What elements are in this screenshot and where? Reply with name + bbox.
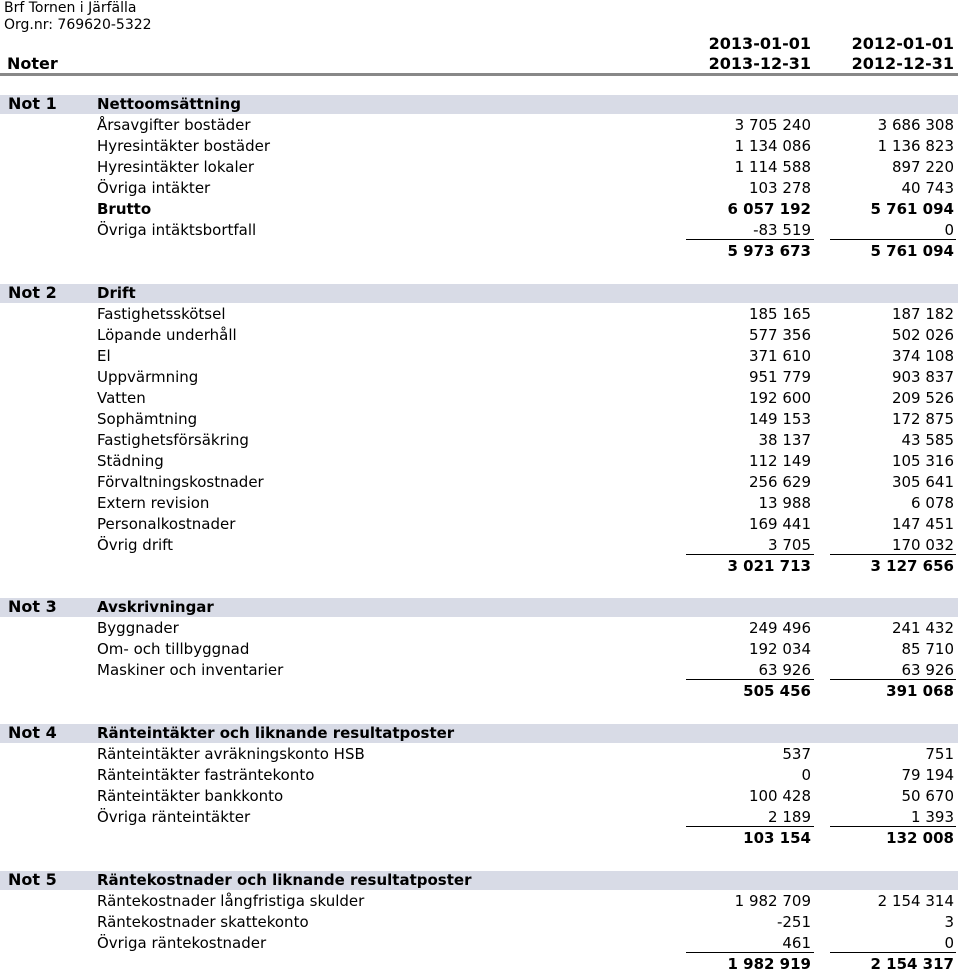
col2-period-end: 2012-12-31 <box>851 54 954 73</box>
sum-line-2013 <box>686 826 814 827</box>
sum-line-2013 <box>686 952 814 953</box>
value-2012: 187 182 <box>891 305 954 323</box>
table-row <box>0 765 960 786</box>
value-2012: 85 710 <box>901 640 954 658</box>
value-2012: 6 078 <box>911 494 954 512</box>
row-label: Övriga ränteintäkter <box>97 808 251 826</box>
note-number: Not 4 <box>8 723 57 742</box>
table-row <box>0 660 960 681</box>
value-2013: 2 189 <box>768 808 811 826</box>
row-label: Extern revision <box>97 494 210 512</box>
table-row <box>0 933 960 954</box>
value-2013: 6 057 192 <box>727 200 811 218</box>
table-row <box>0 891 960 912</box>
table-row <box>0 535 960 556</box>
value-2013: 1 134 086 <box>734 137 811 155</box>
row-label: Hyresintäkter lokaler <box>97 158 255 176</box>
table-row <box>0 514 960 535</box>
row-label: Uppvärmning <box>97 368 199 386</box>
note-header-row <box>0 94 960 115</box>
value-2013: 112 149 <box>748 452 811 470</box>
sum-line-2012 <box>830 826 956 827</box>
row-label: Maskiner och inventarier <box>97 661 284 679</box>
table-row <box>0 472 960 493</box>
value-2012: 897 220 <box>891 158 954 176</box>
table-row <box>0 388 960 409</box>
value-2012: 0 <box>944 221 954 239</box>
row-label: Byggnader <box>97 619 179 637</box>
note-title: Räntekostnader och liknande resultatposter <box>97 871 472 889</box>
value-2012: 3 686 308 <box>877 116 954 134</box>
value-2013: 3 705 <box>768 536 811 554</box>
row-label: Årsavgifter bostäder <box>97 116 251 134</box>
col2-period-start: 2012-01-01 <box>851 34 954 53</box>
value-2013: 461 <box>782 934 811 952</box>
value-2012: 903 837 <box>891 368 954 386</box>
row-label: Hyresintäkter bostäder <box>97 137 271 155</box>
total-row <box>0 681 960 702</box>
noter-label: Noter <box>7 54 58 73</box>
table-row <box>0 912 960 933</box>
row-label: Övriga intäktsbortfall <box>97 221 257 239</box>
note-number: Not 2 <box>8 283 57 302</box>
total-row <box>0 556 960 577</box>
total-row <box>0 241 960 262</box>
value-2012: 3 <box>944 913 954 931</box>
value-2012: 50 670 <box>901 787 954 805</box>
total-2012: 2 154 317 <box>870 955 954 973</box>
note-number: Not 1 <box>8 94 57 113</box>
sum-line-2013 <box>686 679 814 680</box>
value-2012: 43 585 <box>901 431 954 449</box>
note-title: Avskrivningar <box>97 598 214 616</box>
value-2012: 751 <box>925 745 954 763</box>
value-2012: 209 526 <box>891 389 954 407</box>
value-2013: 256 629 <box>748 473 811 491</box>
row-label: Ränteintäkter bankkonto <box>97 787 284 805</box>
note-number: Not 5 <box>8 870 57 889</box>
organization-number: Org.nr: 769620-5322 <box>4 17 152 33</box>
header-divider <box>0 73 958 76</box>
table-row <box>0 744 960 765</box>
value-2012: 105 316 <box>891 452 954 470</box>
value-2013: 951 779 <box>748 368 811 386</box>
table-row <box>0 115 960 136</box>
value-2012: 79 194 <box>901 766 954 784</box>
table-row <box>0 451 960 472</box>
value-2012: 5 761 094 <box>870 200 954 218</box>
row-label: Räntekostnader långfristiga skulder <box>97 892 365 910</box>
row-label: Löpande underhåll <box>97 326 237 344</box>
col1-period-end: 2013-12-31 <box>708 54 811 73</box>
value-2013: 537 <box>782 745 811 763</box>
sum-line-2012 <box>830 952 956 953</box>
value-2012: 40 743 <box>901 179 954 197</box>
note-title: Drift <box>97 284 136 302</box>
table-row <box>0 178 960 199</box>
value-2013: 149 153 <box>748 410 811 428</box>
row-label: Brutto <box>97 200 152 218</box>
total-2013: 3 021 713 <box>727 557 811 575</box>
sum-line-2012 <box>830 554 956 555</box>
row-label: Ränteintäkter avräkningskonto HSB <box>97 745 365 763</box>
total-2013: 5 973 673 <box>727 242 811 260</box>
row-label: Vatten <box>97 389 146 407</box>
value-2013: -251 <box>776 913 811 931</box>
row-label: Personalkostnader <box>97 515 236 533</box>
value-2013: 169 441 <box>748 515 811 533</box>
total-2012: 132 008 <box>886 829 954 847</box>
note-header-row <box>0 283 960 304</box>
row-label: Förvaltningskostnader <box>97 473 264 491</box>
value-2012: 63 926 <box>901 661 954 679</box>
value-2012: 241 432 <box>891 619 954 637</box>
sum-line-2012 <box>830 679 956 680</box>
value-2012: 172 875 <box>891 410 954 428</box>
note-number: Not 3 <box>8 597 57 616</box>
total-2012: 5 761 094 <box>870 242 954 260</box>
value-2013: 371 610 <box>748 347 811 365</box>
total-row <box>0 828 960 849</box>
table-row <box>0 493 960 514</box>
value-2013: 100 428 <box>748 787 811 805</box>
col1-period-start: 2013-01-01 <box>708 34 811 53</box>
note-title: Ränteintäkter och liknande resultatposter <box>97 724 455 742</box>
sum-line-2013 <box>686 239 814 240</box>
value-2013: 1 982 709 <box>734 892 811 910</box>
table-row <box>0 346 960 367</box>
value-2013: 3 705 240 <box>734 116 811 134</box>
value-2012: 502 026 <box>891 326 954 344</box>
total-2013: 1 982 919 <box>727 955 811 973</box>
table-row <box>0 136 960 157</box>
table-row <box>0 367 960 388</box>
value-2012: 170 032 <box>891 536 954 554</box>
value-2013: 192 034 <box>748 640 811 658</box>
table-row <box>0 409 960 430</box>
table-row <box>0 199 960 220</box>
row-label: Städning <box>97 452 164 470</box>
total-2013: 103 154 <box>743 829 811 847</box>
value-2012: 305 641 <box>891 473 954 491</box>
row-label: Fastighetsförsäkring <box>97 431 249 449</box>
row-label: Räntekostnader skattekonto <box>97 913 309 931</box>
value-2012: 2 154 314 <box>877 892 954 910</box>
value-2013: 13 988 <box>758 494 811 512</box>
table-row <box>0 639 960 660</box>
total-row <box>0 954 960 975</box>
value-2013: 249 496 <box>748 619 811 637</box>
organization-name: Brf Tornen i Järfälla <box>4 0 137 16</box>
value-2013: 63 926 <box>758 661 811 679</box>
total-2012: 391 068 <box>886 682 954 700</box>
row-label: Om- och tillbyggnad <box>97 640 250 658</box>
table-row <box>0 220 960 241</box>
value-2012: 0 <box>944 934 954 952</box>
row-label: Sophämtning <box>97 410 198 428</box>
row-label: Övriga räntekostnader <box>97 934 267 952</box>
sum-line-2012 <box>830 239 956 240</box>
value-2013: 577 356 <box>748 326 811 344</box>
table-row <box>0 786 960 807</box>
note-title: Nettoomsättning <box>97 95 241 113</box>
note-header-row <box>0 870 960 891</box>
row-label: Ränteintäkter fasträntekonto <box>97 766 315 784</box>
value-2012: 374 108 <box>891 347 954 365</box>
table-row <box>0 430 960 451</box>
value-2013: 103 278 <box>748 179 811 197</box>
value-2013: 0 <box>801 766 811 784</box>
table-row <box>0 618 960 639</box>
row-label: Fastighetsskötsel <box>97 305 226 323</box>
total-2012: 3 127 656 <box>870 557 954 575</box>
row-label: El <box>97 347 111 365</box>
value-2012: 147 451 <box>891 515 954 533</box>
table-row <box>0 157 960 178</box>
value-2013: -83 519 <box>753 221 811 239</box>
value-2013: 38 137 <box>758 431 811 449</box>
sum-line-2013 <box>686 554 814 555</box>
value-2012: 1 136 823 <box>877 137 954 155</box>
value-2012: 1 393 <box>911 808 954 826</box>
note-header-row <box>0 723 960 744</box>
value-2013: 192 600 <box>748 389 811 407</box>
row-label: Övriga intäkter <box>97 179 211 197</box>
table-row <box>0 807 960 828</box>
table-row <box>0 325 960 346</box>
note-header-row <box>0 597 960 618</box>
value-2013: 1 114 588 <box>734 158 811 176</box>
value-2013: 185 165 <box>748 305 811 323</box>
total-2013: 505 456 <box>743 682 811 700</box>
table-row <box>0 304 960 325</box>
row-label: Övrig drift <box>97 536 174 554</box>
